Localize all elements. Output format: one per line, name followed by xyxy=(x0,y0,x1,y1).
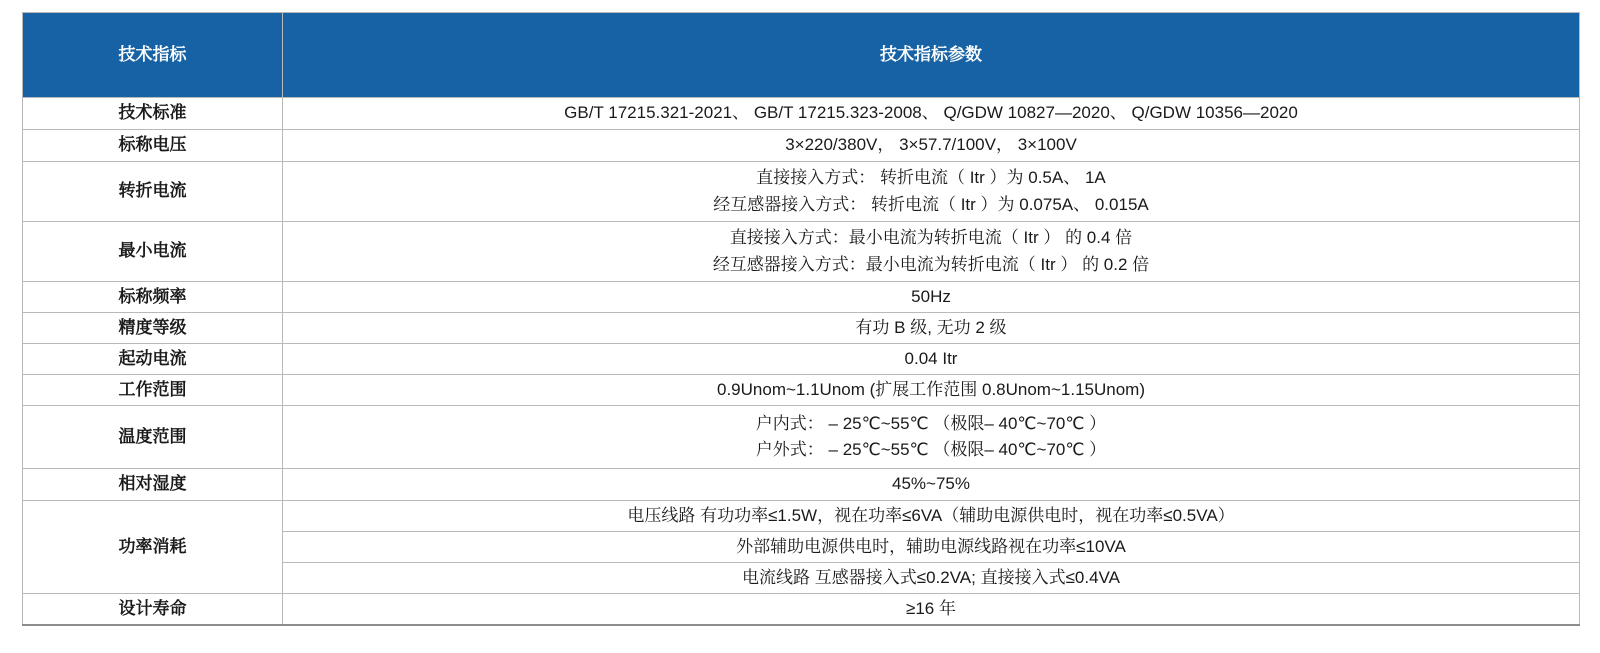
table-row-starting-current xyxy=(23,344,1580,375)
row-label: 标称频率 xyxy=(23,282,283,313)
row-label: 温度范围 xyxy=(23,406,283,469)
value-line: 直接接入方式：最小电流为转折电流（ Itr ） 的 0.4 倍 xyxy=(729,228,1133,248)
value-line: 直接接入方式： 转折电流（ Itr ）为 0.5A、 1A xyxy=(756,168,1106,188)
row-value: 0.9Unom~1.1Unom (扩展工作范围 0.8Unom~1.15Unom) xyxy=(283,375,1580,406)
row-label: 起动电流 xyxy=(23,344,283,375)
row-value: 电流线路 互感器接入式≤0.2VA; 直接接入式≤0.4VA xyxy=(283,563,1580,594)
row-value: 电压线路 有功功率≤1.5W，视在功率≤6VA（辅助电源供电时，视在功率≤0.5VA） xyxy=(283,501,1580,532)
row-value: 外部辅助电源供电时，辅助电源线路视在功率≤10VA xyxy=(283,532,1580,563)
table-row-working-range xyxy=(23,375,1580,406)
row-value xyxy=(283,406,1580,469)
value-line: 户外式： – 25℃~55℃ （极限– 40℃~70℃ ） xyxy=(755,440,1107,459)
row-value xyxy=(283,162,1580,222)
spec-table xyxy=(22,12,1580,626)
row-value: 有功 B 级, 无功 2 级 xyxy=(283,313,1580,344)
value-line: 经互感器接入方式： 转折电流（ Itr ）为 0.075A、 0.015A xyxy=(713,194,1149,214)
row-label: 设计寿命 xyxy=(23,594,283,626)
table-row-power-consumption-1 xyxy=(23,501,1580,532)
row-label: 转折电流 xyxy=(23,162,283,222)
row-value: ≥16 年 xyxy=(283,594,1580,626)
row-label: 技术标准 xyxy=(23,98,283,130)
table-row-tech-standard xyxy=(23,98,1580,130)
table-row-minimum-current xyxy=(23,222,1580,282)
row-value: 0.04 Itr xyxy=(283,344,1580,375)
row-label: 精度等级 xyxy=(23,313,283,344)
header-row xyxy=(23,13,1580,98)
header-cell-indicator: 技术指标 xyxy=(23,13,283,98)
row-label: 最小电流 xyxy=(23,222,283,282)
table-row-accuracy-class xyxy=(23,313,1580,344)
table-row-nominal-frequency xyxy=(23,282,1580,313)
row-label: 相对湿度 xyxy=(23,469,283,501)
row-value: 3×220/380V， 3×57.7/100V， 3×100V xyxy=(283,130,1580,162)
row-label: 工作范围 xyxy=(23,375,283,406)
table-row-nominal-voltage xyxy=(23,130,1580,162)
table-row-design-life xyxy=(23,594,1580,626)
table-row-temperature-range xyxy=(23,406,1580,469)
row-label: 功率消耗 xyxy=(23,501,283,594)
row-value: 45%~75% xyxy=(283,469,1580,501)
table-row-transition-current xyxy=(23,162,1580,222)
value-line: 经互感器接入方式：最小电流为转折电流（ Itr ） 的 0.2 倍 xyxy=(712,254,1150,274)
row-value xyxy=(283,222,1580,282)
value-line: 户内式： – 25℃~55℃ （极限– 40℃~70℃ ） xyxy=(755,413,1107,433)
table-row-relative-humidity xyxy=(23,469,1580,501)
row-label: 标称电压 xyxy=(23,130,283,162)
row-value: GB/T 17215.321-2021、 GB/T 17215.323-2008、 Q/GDW 10827—2020、 Q/GDW 10356—2020 xyxy=(283,98,1580,130)
row-value: 50Hz xyxy=(283,282,1580,313)
header-cell-parameter: 技术指标参数 xyxy=(283,13,1580,98)
